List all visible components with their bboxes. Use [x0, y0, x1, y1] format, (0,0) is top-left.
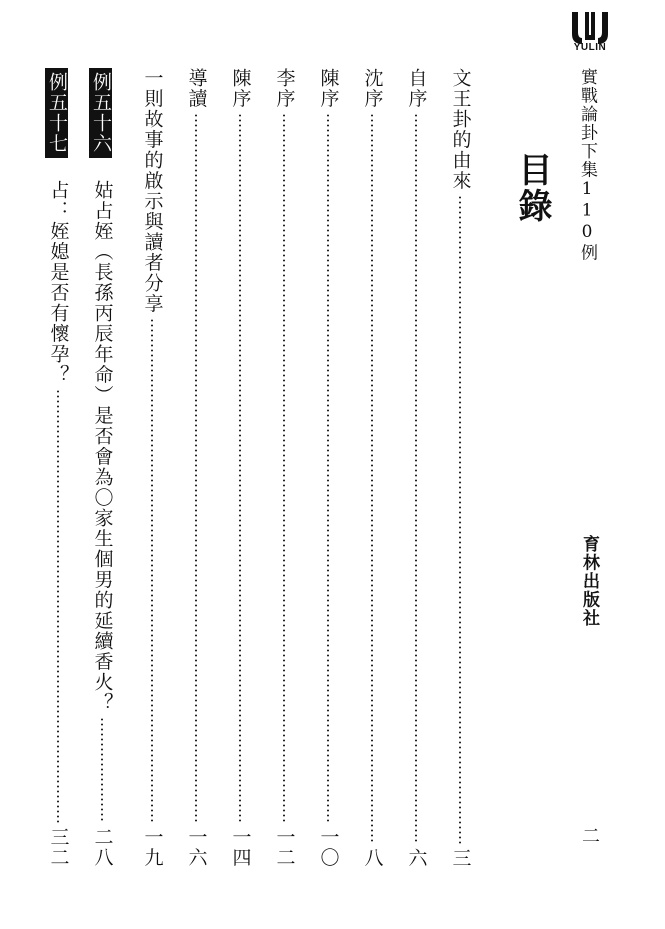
example-title: 姑占姪（長孫丙辰年命）是否會為〇家生個男的延續香火？ — [91, 180, 114, 713]
leader-dots — [327, 113, 329, 823]
toc-entry-title: 文王卦的由來 — [449, 68, 472, 191]
toc-entry[interactable] — [227, 68, 253, 868]
leader-dots — [415, 113, 417, 844]
leader-dots — [57, 389, 59, 823]
toc-entry-page: 一六 — [185, 827, 208, 868]
example-entry[interactable] — [89, 180, 115, 868]
toc-entry[interactable] — [183, 68, 209, 868]
logo-text: YULIN — [573, 42, 607, 53]
toc-heading: 目錄 — [512, 152, 552, 224]
toc-entry-title: 陳序 — [317, 68, 340, 109]
toc-entry[interactable] — [271, 68, 297, 868]
toc-entry-title: 自序 — [405, 68, 428, 109]
leader-dots — [151, 318, 153, 823]
example-page: 二八 — [91, 827, 114, 868]
toc-entry-page: 六 — [405, 847, 428, 868]
leader-dots — [371, 113, 373, 844]
toc-entry-title: 一則故事的啟示與讀者分享 — [141, 68, 164, 314]
book-title: 實戰論卦下集110例 — [577, 68, 597, 262]
toc-entry-title: 沈序 — [361, 68, 384, 109]
leader-dots — [283, 113, 285, 823]
example-page: 三二 — [47, 827, 70, 868]
example-entry[interactable] — [45, 180, 71, 868]
toc-entry-page: 一四 — [229, 827, 252, 868]
publisher-name: 育林出版社 — [579, 535, 599, 628]
toc-entry-title: 導讀 — [185, 68, 208, 109]
toc-entry-title: 陳序 — [229, 68, 252, 109]
leader-dots — [195, 113, 197, 823]
toc-entry[interactable] — [403, 68, 429, 868]
example-title: 占：姪媳是否有懷孕？ — [47, 180, 70, 385]
toc-entry[interactable] — [139, 68, 165, 868]
toc-entry-page: 一二 — [273, 827, 296, 868]
toc-entry-page: 三 — [449, 847, 472, 868]
page-number: 二 — [579, 826, 600, 846]
toc-entry-page: 一〇 — [317, 827, 340, 868]
leader-dots — [101, 717, 103, 823]
leader-dots — [459, 195, 461, 844]
toc-entry-page: 八 — [361, 847, 384, 868]
toc-entry[interactable] — [359, 68, 385, 868]
toc-entry[interactable] — [315, 68, 341, 868]
toc-entry[interactable] — [447, 68, 473, 868]
example-label: 例五十七 — [45, 68, 68, 158]
leader-dots — [239, 113, 241, 823]
example-label: 例五十六 — [89, 68, 112, 158]
toc-entry-title: 李序 — [273, 68, 296, 109]
toc-entry-page: 一九 — [141, 827, 164, 868]
